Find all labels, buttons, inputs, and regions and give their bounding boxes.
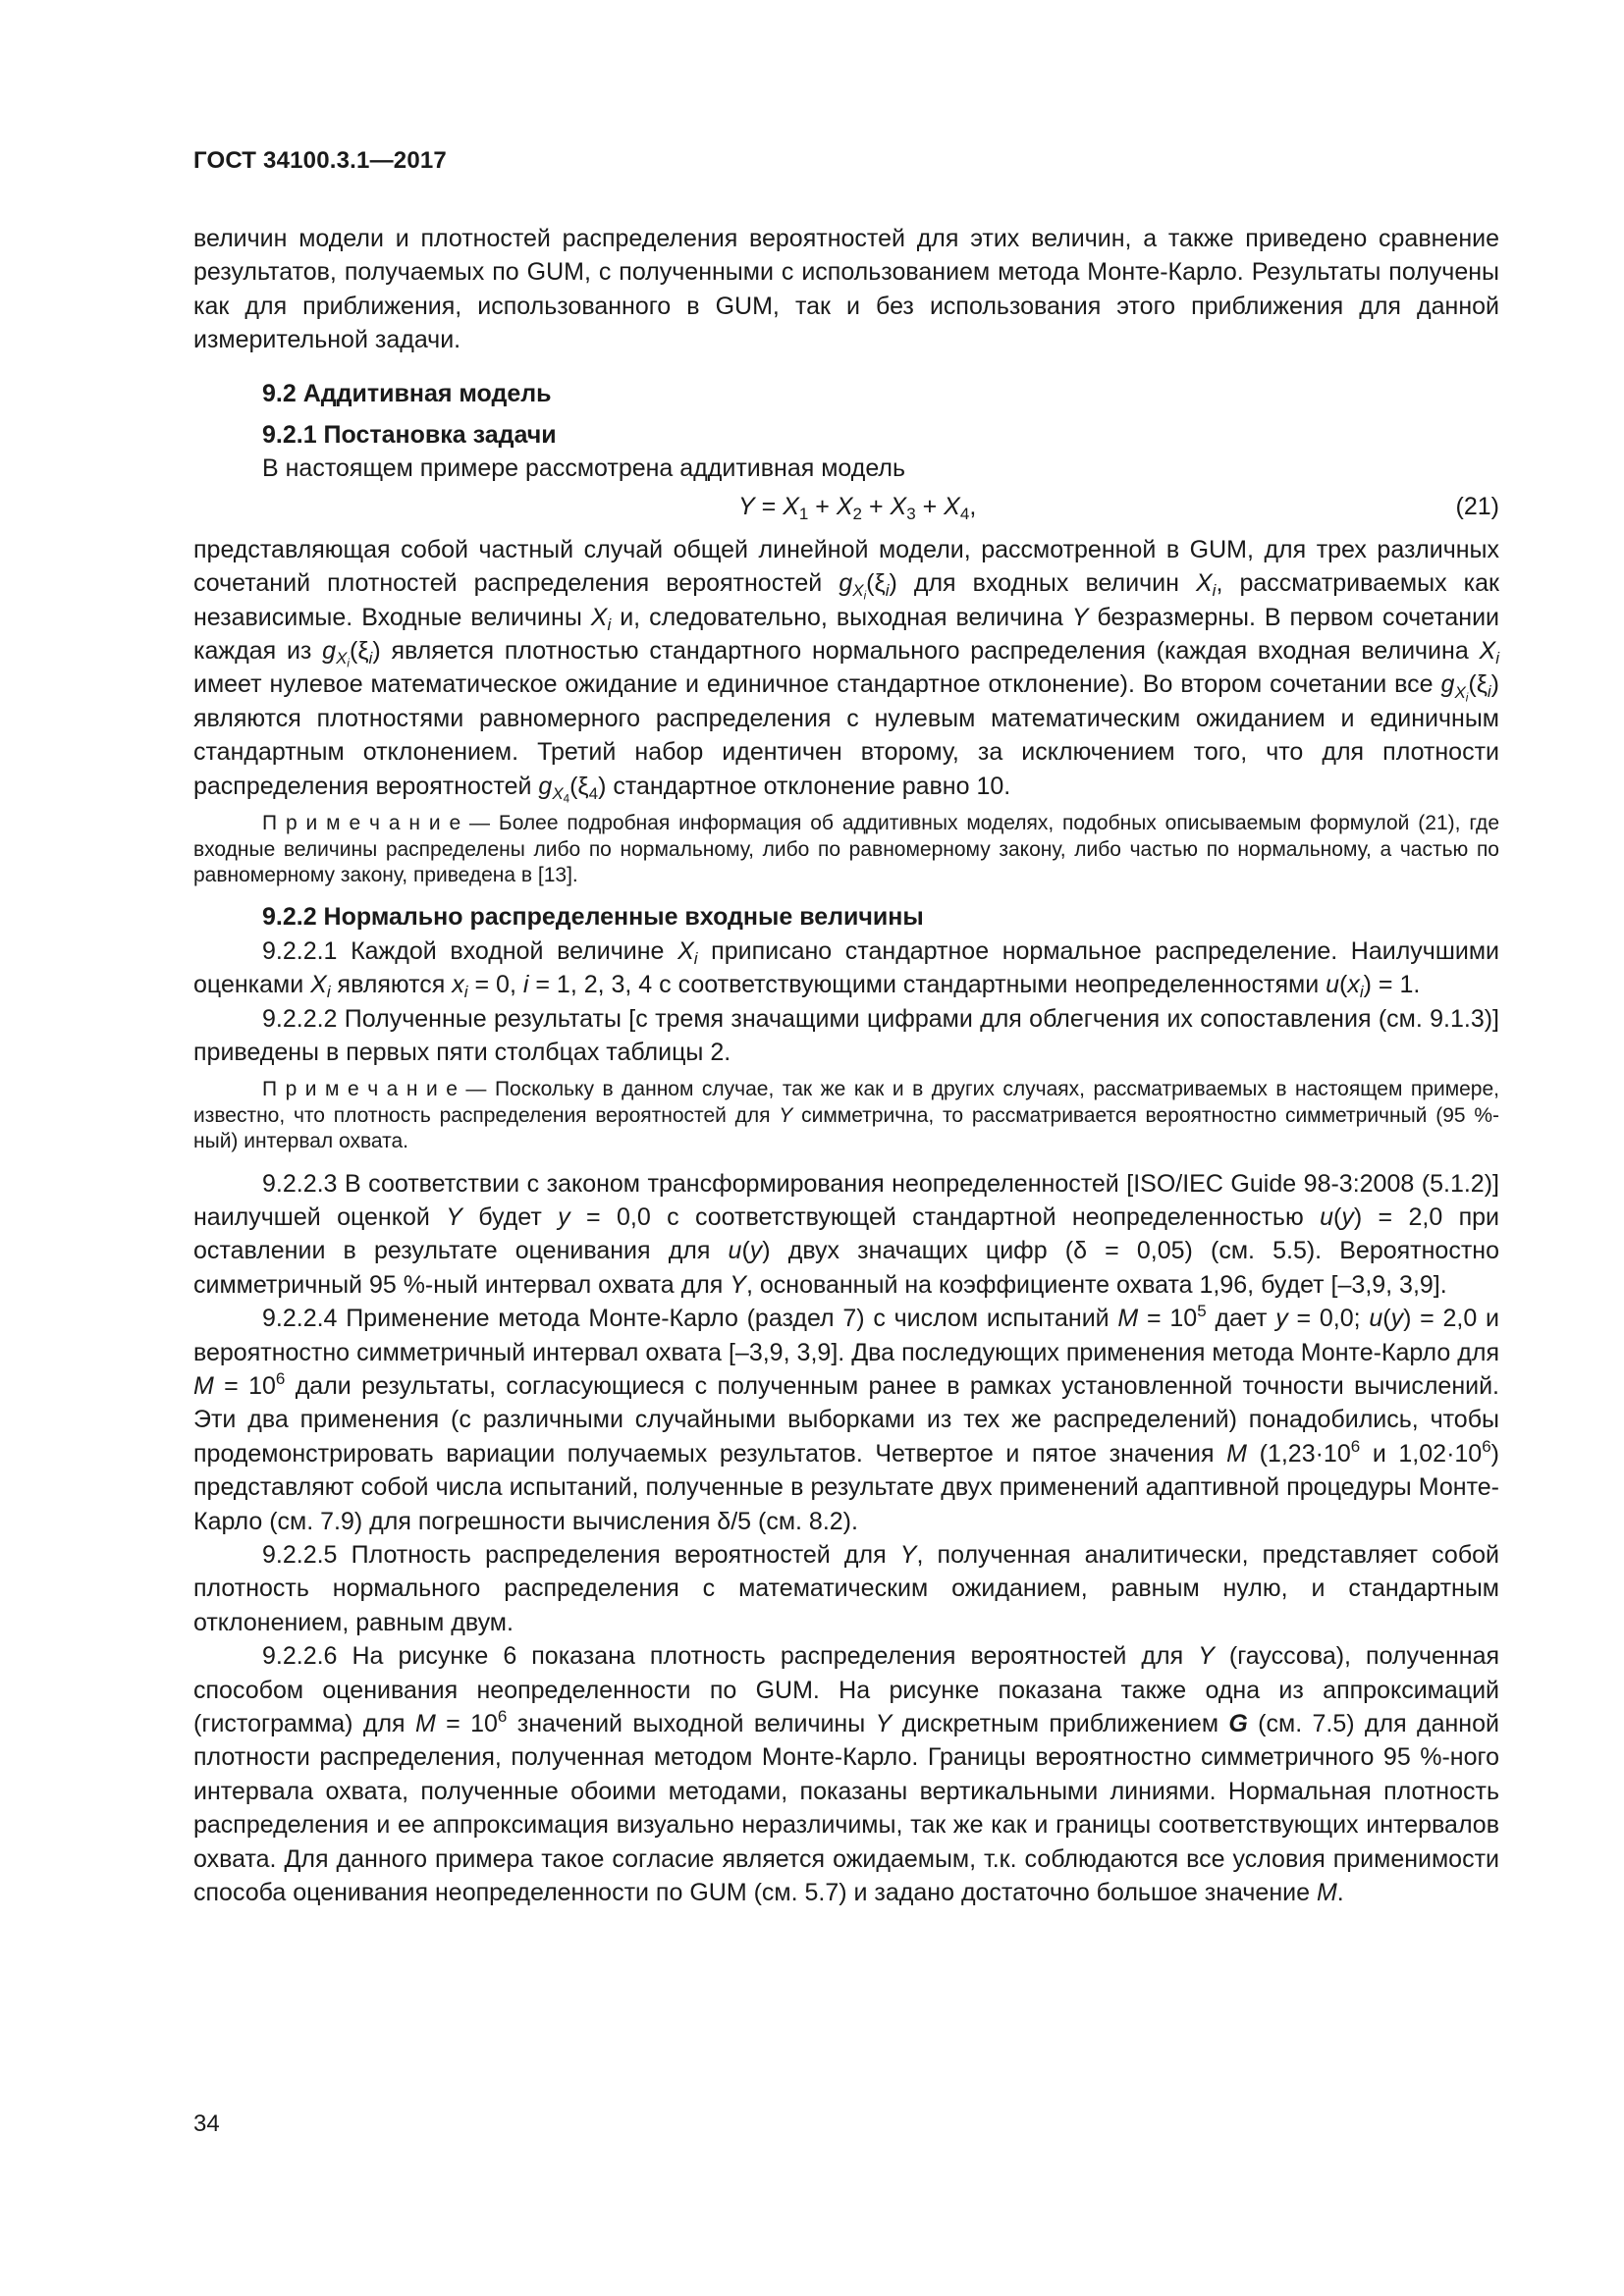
paragraph-9-2-2-5: 9.2.2.5 Плотность распределения вероятностей для Y, полученная аналитически, представляет собой плотность нормального распределения с математическим ожиданием, равным нулю, и стандартным отклонением, равным двум.	[193, 1541, 1500, 1636]
lead-text: В настоящем примере рассмотрена аддитивная модель	[262, 454, 906, 483]
equation-21	[193, 490, 1499, 529]
paragraph-9-2-1-body: представляющая собой частный случай общей линейной модели, рассмотренной в GUM, для трех различных сочетаний плотностей распределения вероятностей $g_{X_i}(\xi_i)$ для входных величин $X_i$, рассматриваемых как независимые. Входные величины $X_i$ и, следовательно, выходная величина Y безразмерны. В первом сочетании каждая из $g_{X_i}(\xi_i)$ является плотностью стандартного нормального распределения (каждая входная величина $X_i$ имеет нулевое математическое ожидание и единичное стандартное отклонение). Во втором сочетании все $g_{X_i}(\xi_i)$ являются плотностями равномерного распределения с нулевым математическим ожиданием и единичным стандартным отклонением. Третий набор идентичен второму, за исключением того, что для плотности распределения вероятностей $g_{X_4}(\xi_4)$ стандартное отклонение равно 10.	[193, 535, 1499, 806]
section-heading-9-2: 9.2 Аддитивная модель	[262, 379, 552, 407]
document-header: ГОСТ 34100.3.1—2017	[193, 147, 447, 174]
section-heading-9-2-2: 9.2.2 Нормально распределенные входные величины	[262, 903, 924, 932]
page-number: 34	[193, 2110, 220, 2137]
paragraph-9-2-2-2: 9.2.2.2 Полученные результаты [с тремя значащими цифрами для облегчения их сопоставления (см. 9.1.3)] приведены в первых пяти столбцах таблицы 2.	[193, 1004, 1499, 1066]
note-9-2-1: П р и м е ч а н и е — Более подробная информация об аддитивных моделях, подобных описываемым формулой (21), где входные величины распределены либо по нормальному, либо по равномерному закону, либо частью по нормальному, а частью по равномерному закону, приведена в [13].	[193, 812, 1499, 886]
page-body	[193, 222, 1499, 1910]
paragraph-9-2-2-1: 9.2.2.1 Каждой входной величине $X_i$ приписано стандартное нормальное распределение. Наилучшими оценками $X_i$ являются $x_i = 0$, i = 1, 2, 3, 4 с соответствующими стандартными неопределенностями $u(x_i) = 1$.	[193, 936, 1499, 1002]
section-heading-9-2-1: 9.2.1 Постановка задачи	[262, 421, 557, 450]
paragraph-9-2-2-3: 9.2.2.3 В соответствии с законом трансформирования неопределенностей [ISO/IEC Guide 98-3:2008 (5.1.2)] наилучшей оценкой Y будет y = 0,0 с соответствующей стандартной неопределенностью u(y) = 2,0 при оставлении в результате оценивания для u(y) двух значащих цифр (δ = 0,05) (см. 5.5). Вероятностно симметричный 95 %-ный интервал охвата для Y, основанный на коэффициенте охвата 1,96, будет [–3,9, 3,9].	[193, 1169, 1499, 1299]
paragraph-9-2-2-4: 9.2.2.4 Применение метода Монте-Карло (раздел 7) с числом испытаний $M = 10^5$ дает y = 0,0; u(y) = 2,0 и вероятностно симметричный интервал охвата [–3,9, 3,9]. Два последующих применения метода Монте-Карло для $M = 10^6$ дали результаты, согласующиеся с полученным ранее в рамках установленной точности вычислений. Эти два применения (с различными случайными выборками из тех же распределений) понадобились, чтобы продемонстрировать вариации получаемых результатов. Четвертое и пятое значения M ($1,23\cdot 10^6$ и $1,02\cdot 10^6$) представляют собой числа испытаний, полученные в результате двух применений адаптивной процедуры Монте-Карло (см. 7.9) для погрешности вычисления δ/5 (см. 8.2).	[193, 1302, 1500, 1535]
equation-body: $Y = X_1 + X_2 + X_3 + X_4$,	[738, 492, 977, 523]
equation-number: (21)	[1455, 492, 1499, 520]
intro-paragraph: величин модели и плотностей распределения вероятностей для этих величин, а также приведено сравнение результатов, получаемых по GUM, с полученными с использованием метода Монте-Карло. Результаты получены как для приближения, использованного в GUM, так и без использования этого приближения для данной измерительной задачи.	[193, 225, 1499, 354]
paragraph-9-2-2-6: 9.2.2.6 На рисунке 6 показана плотность распределения вероятностей для Y (гауссова), полученная способом оценивания неопределенности по GUM. На рисунке показана также одна из аппроксимаций (гистограмма) для $M = 10^6$ значений выходной величины Y дискретным приближением G (см. 7.5) для данной плотности распределения, полученная методом Монте-Карло. Границы вероятностно симметричного 95 %-ного интервала охвата, полученные обоими методами, показаны вертикальными линиями. Нормальная плотность распределения и ее аппроксимация визуально неразличимы, так же как и границы соответствующих интервалов охвата. Для данного примера такое согласие является ожидаемым, т.к. соблюдаются все условия применимости способа оценивания неопределенности по GUM (см. 5.7) и задано достаточно большое значение M.	[193, 1642, 1500, 1907]
note-9-2-2: П р и м е ч а н и е — Поскольку в данном случае, так же как и в других случаях, рассматриваемых в настоящем примере, известно, что плотность распределения вероятностей для Y симметрична, то рассматривается вероятностно симметричный (95 %-ный) интервал охвата.	[193, 1078, 1499, 1153]
